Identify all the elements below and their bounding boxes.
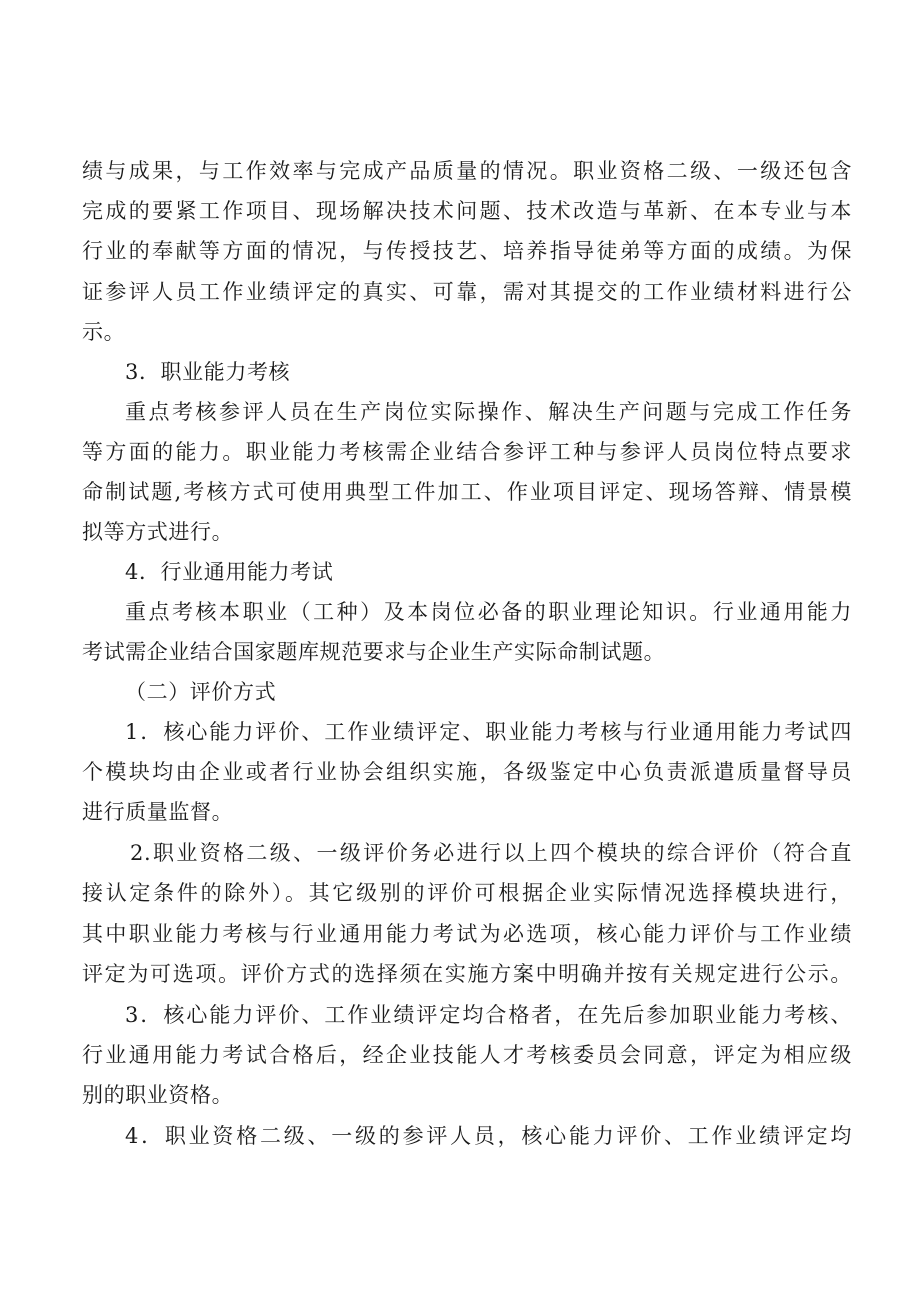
text-line: 2.职业资格二级、一级评价务必进行以上四个模块的综合评价（符合直 xyxy=(130,841,852,865)
text-line: 评定为可选项。评价方式的选择须在实施方案中明确并按有关规定进行公示。 xyxy=(82,962,852,986)
text-line: 个模块均由企业或者行业协会组织实施，各级鉴定中心负责派遣质量督导员 xyxy=(82,760,852,784)
text-line: 4．职业资格二级、一级的参评人员，核心能力评价、工作业绩评定均 xyxy=(125,1124,852,1148)
text-line: 完成的要紧工作项目、现场解决技术问题、技术改造与革新、在本专业与本 xyxy=(82,199,852,223)
text-line: 重点考核本职业（工种）及本岗位必备的职业理论知识。行业通用能力 xyxy=(125,600,852,624)
text-line: 命制试题,考核方式可使用典型工件加工、作业项目评定、现场答辩、情景模 xyxy=(82,480,852,504)
text-line: 重点考核参评人员在生产岗位实际操作、解决生产问题与完成工作任务 xyxy=(125,400,852,424)
text-line: 绩与成果，与工作效率与完成产品质量的情况。职业资格二级、一级还包含 xyxy=(82,159,852,183)
text-line: 行业通用能力考试合格后，经企业技能人才考核委员会同意，评定为相应级 xyxy=(82,1043,852,1067)
text-line: 别的职业资格。 xyxy=(82,1083,234,1107)
section-heading: （二）评价方式 xyxy=(125,680,277,704)
text-line: 3．核心能力评价、工作业绩评定均合格者，在先后参加职业能力考核、 xyxy=(125,1003,852,1027)
text-line: 进行质量监督。 xyxy=(82,800,234,824)
text-line: 1．核心能力评价、工作业绩评定、职业能力考核与行业通用能力考试四 xyxy=(125,720,852,744)
text-line: 接认定条件的除外）。其它级别的评价可根据企业实际情况选择模块进行， xyxy=(82,881,852,905)
text-line: 等方面的能力。职业能力考核需企业结合参评工种与参评人员岗位特点要求 xyxy=(82,440,852,464)
text-line: 考试需企业结合国家题库规范要求与企业生产实际命制试题。 xyxy=(82,640,666,664)
section-heading: 3．职业能力考核 xyxy=(125,360,291,384)
text-line: 示。 xyxy=(82,320,126,344)
text-line: 其中职业能力考核与行业通用能力考试为必选项，核心能力评价与工作业绩 xyxy=(82,922,852,946)
text-line: 行业的奉献等方面的情况，与传授技艺、培养指导徒弟等方面的成绩。为保 xyxy=(82,239,852,263)
text-line: 证参评人员工作业绩评定的真实、可靠，需对其提交的工作业绩材料进行公 xyxy=(82,280,852,304)
text-line: 拟等方式进行。 xyxy=(82,520,234,544)
section-heading: 4．行业通用能力考试 xyxy=(125,560,334,584)
